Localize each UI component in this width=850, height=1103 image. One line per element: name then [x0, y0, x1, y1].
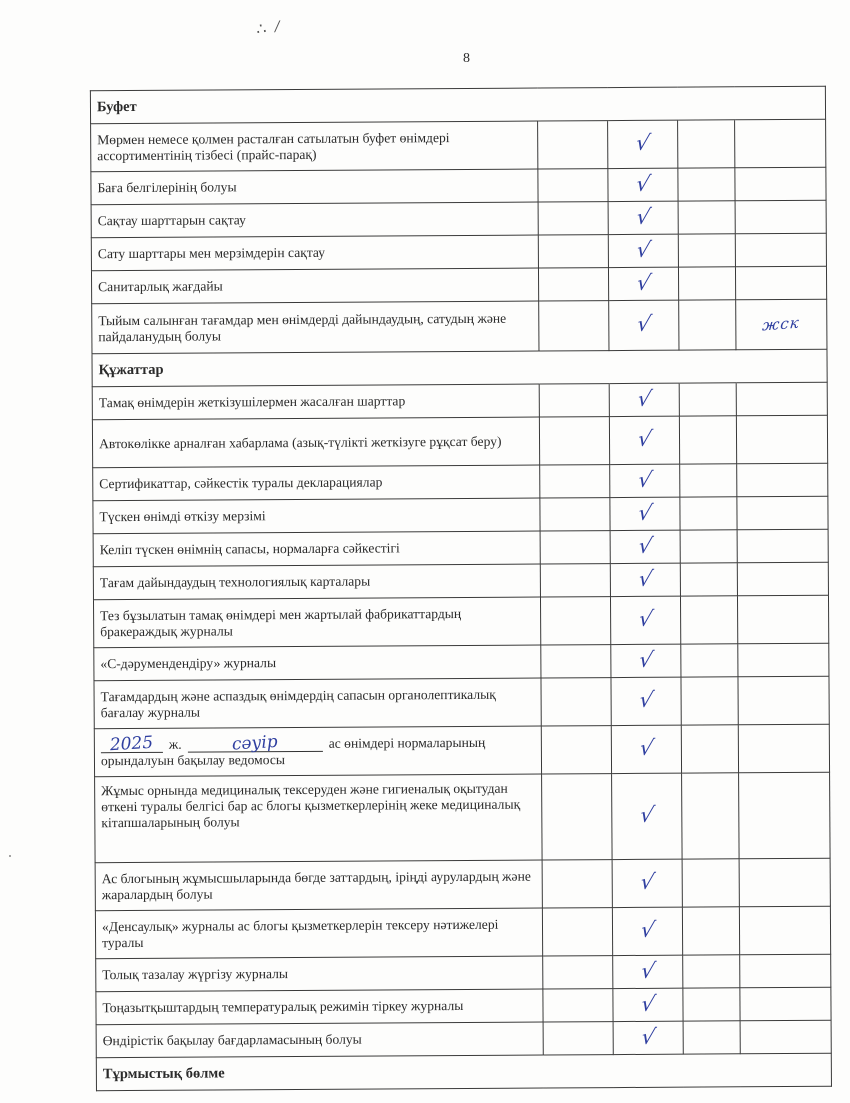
- empty-cell: [540, 531, 610, 564]
- note-cell: [737, 529, 828, 563]
- checklist-row: [91, 119, 826, 171]
- check-mark-icon: √: [633, 171, 653, 196]
- note-cell: [739, 858, 830, 907]
- check-cell: [613, 1021, 683, 1054]
- empty-cell: [678, 201, 735, 234]
- check-mark-icon: √: [637, 735, 656, 760]
- empty-cell: [542, 774, 613, 860]
- check-mark-icon: √: [638, 917, 657, 942]
- note-cell: [735, 119, 826, 168]
- check-cell: [610, 563, 680, 596]
- checklist-row: [96, 1020, 831, 1057]
- check-cell: [608, 234, 678, 267]
- section-title: Буфет: [90, 88, 537, 124]
- check-mark-icon: √: [633, 204, 653, 229]
- requirement-text: «С-дәрумендендіру» журналы: [94, 645, 541, 681]
- note-cell: [738, 643, 829, 677]
- check-cell: [611, 644, 681, 677]
- check-mark-icon: √: [634, 237, 653, 262]
- note-cell: [735, 167, 826, 201]
- blank-cell: [613, 1054, 683, 1087]
- empty-cell: [680, 563, 737, 596]
- empty-cell: [682, 907, 739, 955]
- note-cell: [740, 954, 831, 988]
- empty-cell: [679, 300, 736, 350]
- empty-cell: [539, 301, 609, 351]
- note-cell: [738, 724, 829, 773]
- month-blank: [188, 731, 323, 755]
- check-mark-icon: √: [634, 311, 653, 336]
- checklist-row: [96, 987, 831, 1024]
- empty-cell: [538, 268, 608, 301]
- check-cell: [610, 596, 680, 644]
- checklist-row: [93, 529, 828, 566]
- check-cell: [609, 300, 679, 350]
- check-cell: [613, 955, 683, 988]
- blank-cell: [543, 1055, 613, 1088]
- checklist-row: [94, 724, 829, 776]
- check-cell: [610, 497, 680, 530]
- check-mark-icon: √: [637, 802, 656, 827]
- blank-cell: [683, 1054, 740, 1087]
- empty-cell: [538, 235, 608, 268]
- requirement-text: Ас блогының жұмысшыларында бөгде заттардың, іріңді аурулардың және жаралардың болуы: [95, 860, 542, 911]
- empty-cell: [541, 645, 611, 678]
- checklist-row: [95, 858, 830, 910]
- checklist-row: [95, 906, 830, 958]
- checklist-row: [96, 954, 831, 991]
- note-cell: [737, 562, 828, 596]
- checklist-row: [93, 496, 828, 533]
- scan-mark: ∴ ⁄: [255, 18, 284, 39]
- empty-cell: [680, 464, 737, 497]
- note-cell: [739, 906, 830, 955]
- empty-cell: [683, 988, 740, 1021]
- empty-cell: [541, 678, 611, 726]
- check-cell: [612, 773, 683, 859]
- requirement-text: Тыйым салынған тағамдар мен өнімдерді дайындаудың, сатудың және пайдаланудың болуы: [92, 301, 539, 354]
- checklist-row: [95, 772, 831, 862]
- check-mark-icon: √: [638, 869, 657, 894]
- check-cell: [610, 464, 680, 497]
- requirement-text: Тоңазытқыштардың температуралық режимін тіркеу журналы: [96, 989, 543, 1025]
- check-mark-icon: √: [638, 958, 657, 983]
- checklist-row: [91, 266, 826, 303]
- check-cell: [611, 677, 681, 725]
- note-cell: [736, 382, 827, 416]
- check-mark-icon: √: [635, 426, 654, 451]
- check-mark-icon: √: [638, 991, 658, 1016]
- empty-cell: [543, 1022, 613, 1055]
- check-cell: [609, 383, 679, 416]
- empty-cell: [540, 564, 610, 597]
- empty-cell: [679, 383, 736, 416]
- requirement-text: Автокөлікке арналған хабарлама (азық-түлікті жеткізуге рұқсат беру): [92, 417, 539, 468]
- requirement-text: «Денсаулық» журналы ас блогы қызметкерлерін тексеру нәтижелері туралы: [95, 908, 542, 959]
- blank-cell: [679, 350, 736, 383]
- checklist-row: [91, 167, 826, 204]
- empty-cell: [681, 677, 738, 725]
- blank-cell: [677, 87, 734, 120]
- check-cell: [608, 168, 678, 201]
- section-header-row: [90, 86, 825, 123]
- empty-cell: [538, 121, 608, 169]
- note-cell: [738, 676, 829, 725]
- check-mark-icon: √: [635, 386, 654, 411]
- requirement-text: Тағам дайындаудың технологиялық карталары: [93, 564, 540, 600]
- requirement-text: Сертификаттар, сәйкестік туралы декларациялар: [93, 465, 540, 501]
- checklist-row: [91, 233, 826, 270]
- blank-cell: [736, 349, 827, 383]
- note-cell: [735, 200, 826, 234]
- form-line-2: орындалуын бақылау ведомосы: [100, 752, 286, 769]
- empty-cell: [538, 169, 608, 202]
- handwritten-year: 2025: [109, 732, 155, 756]
- requirement-text: Баға белгілерінің болуы: [91, 169, 538, 205]
- check-mark-icon: √: [635, 467, 654, 492]
- requirement-text: [94, 726, 541, 777]
- empty-cell: [678, 120, 735, 168]
- requirement-text: Сату шарттары мен мерзімдерін сақтау: [91, 235, 538, 271]
- check-mark-icon: √: [636, 647, 656, 672]
- check-cell: [611, 725, 681, 773]
- empty-cell: [541, 726, 611, 774]
- note-cell: [735, 233, 826, 267]
- year-suffix: ж.: [168, 736, 182, 752]
- checklist-row: [94, 643, 829, 680]
- section-header-row: [92, 349, 827, 386]
- handwritten-note: жск: [761, 313, 801, 335]
- section-title: Құжаттар: [92, 351, 539, 387]
- checklist-row: [92, 299, 827, 353]
- note-cell: [739, 772, 831, 859]
- requirement-text: Тағамдардың және аспаздық өнімдердің сапасын органолептикалық бағалау журналы: [94, 678, 541, 729]
- section-header-row: [96, 1053, 831, 1090]
- inspection-table: [90, 86, 832, 1091]
- empty-cell: [542, 860, 612, 908]
- empty-cell: [543, 989, 613, 1022]
- check-mark-icon: √: [638, 1024, 658, 1049]
- note-cell: [736, 299, 827, 350]
- blank-cell: [539, 351, 609, 384]
- blank-cell: [607, 87, 677, 120]
- empty-cell: [679, 416, 736, 464]
- empty-cell: [539, 384, 609, 417]
- empty-cell: [539, 417, 609, 465]
- checklist-row: [92, 415, 827, 467]
- form-line: [101, 731, 535, 756]
- empty-cell: [682, 859, 739, 907]
- requirement-text: Толық тазалау жүргізу журналы: [96, 956, 543, 992]
- empty-cell: [543, 956, 613, 989]
- handwritten-month: сәуір: [231, 731, 279, 755]
- requirement-text: Жұмыс орнында медициналық тексеруден және гигиеналық оқытудан өткені туралы белгісі бар ас блогы қызметкерлерінің жеке медициналық кітапшаларының болуы: [95, 774, 543, 863]
- check-cell: [609, 416, 679, 464]
- check-cell: [613, 988, 683, 1021]
- note-cell: [740, 1020, 831, 1054]
- requirement-text: Тамақ өнімдерін жеткізушілермен жасалған шарттар: [92, 384, 539, 420]
- check-cell: [608, 267, 678, 300]
- check-mark-icon: √: [636, 687, 656, 712]
- checklist-row: [93, 463, 828, 500]
- note-cell: [737, 496, 828, 530]
- empty-cell: [680, 596, 737, 644]
- check-cell: [612, 907, 682, 955]
- requirement-text: Санитарлық жағдайы: [91, 268, 538, 304]
- empty-cell: [540, 498, 610, 531]
- check-mark-icon: √: [635, 500, 655, 525]
- checklist-row: [93, 595, 828, 647]
- empty-cell: [681, 725, 738, 773]
- blank-cell: [609, 350, 679, 383]
- requirement-text: Түскен өнімді өткізу мерзімі: [93, 498, 540, 534]
- empty-cell: [680, 530, 737, 563]
- blank-cell: [537, 88, 607, 121]
- empty-cell: [678, 267, 735, 300]
- empty-cell: [540, 465, 610, 498]
- note-cell: [740, 987, 831, 1021]
- note-cell: [735, 266, 826, 300]
- page-number: 8: [463, 51, 470, 66]
- year-blank: [101, 732, 163, 756]
- empty-cell: [681, 644, 738, 677]
- check-cell: [612, 859, 682, 907]
- empty-cell: [683, 1021, 740, 1054]
- check-cell: [610, 530, 680, 563]
- empty-cell: [680, 497, 737, 530]
- empty-cell: [542, 908, 612, 956]
- note-cell: [737, 463, 828, 497]
- requirement-text: Сақтау шарттарын сақтау: [91, 202, 538, 238]
- check-mark-icon: √: [635, 533, 655, 558]
- check-cell: [608, 201, 678, 234]
- requirement-text: Келіп түскен өнімнің сапасы, нормаларға сәйкестігі: [93, 531, 540, 567]
- empty-cell: [678, 168, 735, 201]
- note-cell: [736, 415, 827, 464]
- requirement-text: Мөрмен немесе қолмен расталған сатылатын буфет өнімдері ассортиментінің тізбесі (прайс-парақ): [91, 121, 538, 172]
- check-mark-icon: √: [634, 270, 653, 295]
- empty-cell: [683, 955, 740, 988]
- requirement-text: Өндірістік бақылау бағдарламасының болуы: [96, 1022, 543, 1058]
- blank-cell: [740, 1053, 831, 1087]
- empty-cell: [682, 773, 740, 859]
- empty-cell: [538, 202, 608, 235]
- form-text-after: ас өнімдері нормаларының: [328, 734, 486, 751]
- section-title: Тұрмыстық бөлме: [96, 1055, 543, 1091]
- check-mark-icon: √: [636, 566, 655, 591]
- note-cell: [737, 595, 828, 644]
- empty-cell: [678, 234, 735, 267]
- empty-cell: [540, 597, 610, 645]
- checklist-row: [92, 382, 827, 419]
- check-mark-icon: √: [636, 606, 655, 631]
- blank-cell: [734, 86, 825, 120]
- requirement-text: Тез бұзылатын тамақ өнімдері мен жартылай фабрикаттардың бракераждық журналы: [93, 597, 540, 648]
- check-cell: [608, 120, 678, 168]
- checklist-row: [94, 676, 829, 728]
- check-mark-icon: √: [633, 130, 652, 155]
- checklist-row: [91, 200, 826, 237]
- checklist-row: [93, 562, 828, 599]
